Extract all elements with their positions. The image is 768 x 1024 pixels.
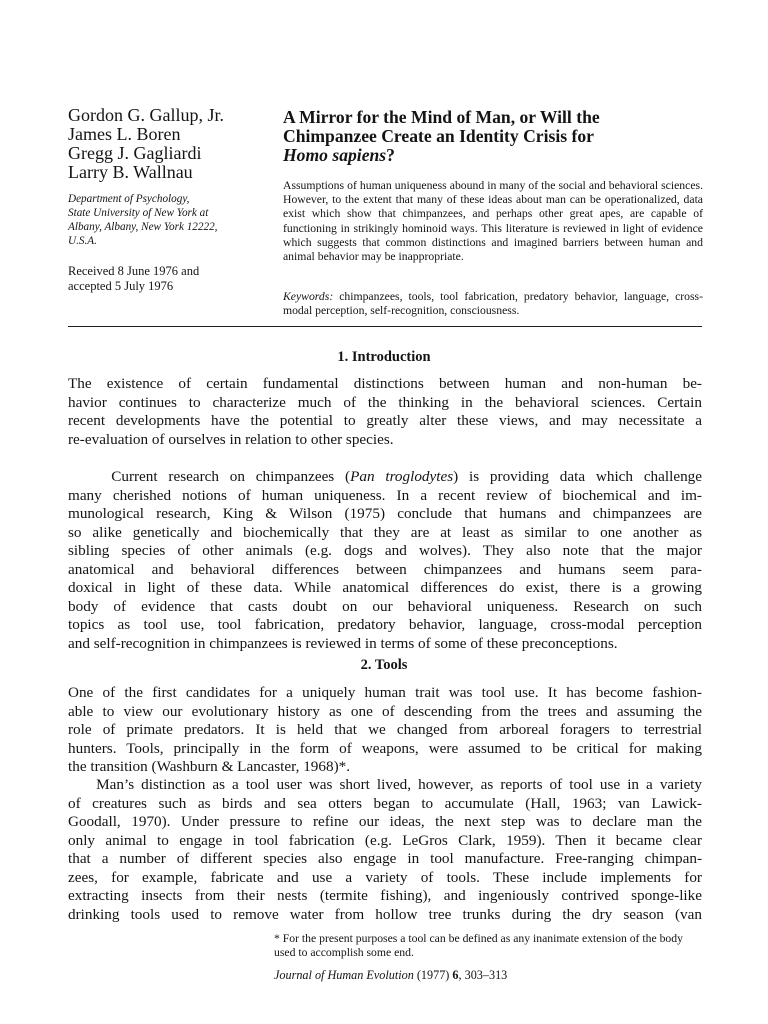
paragraph-intro-1 [68, 375, 702, 449]
text-line: role of primate predators. It is held that we changed from arboreal foragers to terrestrial [68, 721, 702, 738]
received-line: accepted 5 July 1976 [68, 279, 174, 293]
text-line: doxical in light of these data. While anatomical differences do exist, there is a growing [68, 579, 702, 596]
text-line: that a number of different species also engage in tool manufacture. Free-ranging chimpan- [68, 850, 702, 867]
text-line: havior continues to characterize much of the thinking in the behavioral sciences. Certain [68, 393, 702, 411]
text-line: hunters. Tools, principally in the form of weapons, were assumed to be critical for making [68, 739, 702, 757]
keywords [283, 290, 703, 318]
text-line: and self-recognition in chimpanzees is reviewed in terms of some of these preconceptions. [68, 634, 618, 652]
text-line: body of evidence that casts doubt on our behavioral uniqueness. Research on such [68, 597, 702, 615]
journal-volume: 6 [452, 968, 459, 982]
abstract: Assumptions of human uniqueness abound in many of the social and behavioral sciences. However, to the extent that many of these ideas about man can be operationalized, data exist which show that chimpanzees, and perhaps other great apes, are capable of functioning in strikingly hominoid ways. This literature is reviewed in light of evidence which suggests that common distinctions and imagined barriers between human and animal behavior may be inappropriate. [283, 179, 703, 264]
text-line: drinking tools used to remove water from hollow tree trunks during the dry season (van [68, 905, 702, 923]
text-line: the transition (Washburn & Lancaster, 1968)*. [68, 758, 351, 775]
affiliation-line: U.S.A. [68, 235, 97, 247]
text-line: Man’s distinction as a tool user was short lived, however, as reports of tool use in a variety [68, 776, 702, 793]
title-punct: ? [386, 145, 395, 165]
journal-pages: , 303–313 [458, 968, 508, 982]
title-line: Chimpanzee Create an Identity Crisis for [283, 126, 594, 146]
article-title [283, 108, 703, 165]
text-line: re-evaluation of ourselves in relation to other species. [68, 430, 394, 448]
section-heading-introduction: 1. Introduction [337, 349, 431, 365]
text-line: topics as tool use, tool fabrication, predatory behavior, language, cross-modal perception [68, 616, 702, 633]
received-line: Received 8 June 1976 and [68, 264, 200, 278]
author-list [68, 106, 273, 182]
paragraph-tools-2 [68, 776, 702, 924]
text-line: many cherished notions of human uniqueness. In a recent review of biochemical and im- [68, 486, 702, 504]
paragraph-tools-1 [68, 684, 702, 777]
text-line [68, 468, 702, 487]
footnote: * For the present purposes a tool can be defined as any inanimate extension of the body used to accomplish some end. [274, 932, 683, 959]
text-line: only animal to engage in tool fabrication (e.g. LeGros Clark, 1959). Then it became clear [68, 831, 702, 849]
title-species: Homo sapiens [283, 145, 387, 165]
text-line: so alike genetically and biochemically that they are at least as similar to one another as [68, 523, 702, 541]
author-name: Gregg J. Gagliardi [68, 143, 202, 163]
section-heading-tools: 2. Tools [360, 657, 408, 673]
affiliation [68, 192, 273, 248]
text-line: sibling species of other animals (e.g. dogs and wolves). They also note that the major [68, 542, 702, 559]
affiliation-line: Albany, Albany, New York 12222, [68, 221, 218, 233]
text-line: munological research, King & Wilson (1975) conclude that humans and chimpanzees are [68, 505, 702, 522]
author-name: Gordon G. Gallup, Jr. [68, 105, 224, 125]
species-name: Pan troglodytes [350, 468, 454, 485]
text-line: anatomical and behavioral differences between chimpanzees and humans seem para- [68, 560, 702, 578]
journal-year: (1977) [413, 968, 453, 982]
journal-name: Journal of Human Evolution [274, 968, 414, 982]
author-name: Larry B. Wallnau [68, 162, 193, 182]
text-line: extracting insects from their nests (termite fishing), and ingeniously contrived sponge-like [68, 887, 702, 904]
keywords-label: Keywords: [283, 290, 334, 303]
text-line: recent developments have the potential to greatly alter these views, and may necessitate a [68, 412, 702, 429]
header-divider [68, 326, 702, 327]
text-line: of creatures such as birds and sea otters began to accumulate (Hall, 1963; van Lawick- [68, 794, 702, 812]
title-line: A Mirror for the Mind of Man, or Will the [283, 107, 600, 127]
received-dates [68, 264, 273, 294]
text-line: The existence of certain fundamental distinctions between human and non-human be- [68, 375, 702, 392]
title-line [283, 146, 703, 165]
affiliation-line: State University of New York at [68, 207, 209, 219]
author-name: James L. Boren [68, 124, 181, 144]
text-line: One of the first candidates for a uniquely human trait was tool use. It has become fashion- [68, 684, 702, 701]
text-line: zees, for example, fabricate and use a variety of tools. These include implements for [68, 868, 702, 886]
text-span: ) is providing data which challenge [453, 468, 703, 485]
paragraph-intro-2 [68, 468, 702, 653]
text-line: Goodall, 1970). Under pressure to refine our ideas, the next step was to declare man the [68, 813, 702, 830]
text-span: Current research on chimpanzees ( [68, 468, 351, 485]
journal-citation [274, 968, 704, 982]
affiliation-line: Department of Psychology, [68, 193, 190, 205]
text-line: able to view our evolutionary history as one of descending from the trees and assuming the [68, 702, 702, 720]
keywords-list: chimpanzees, tools, tool fabrication, predatory behavior, language, cross-modal perception, self-recognition, consciousness. [283, 290, 703, 318]
